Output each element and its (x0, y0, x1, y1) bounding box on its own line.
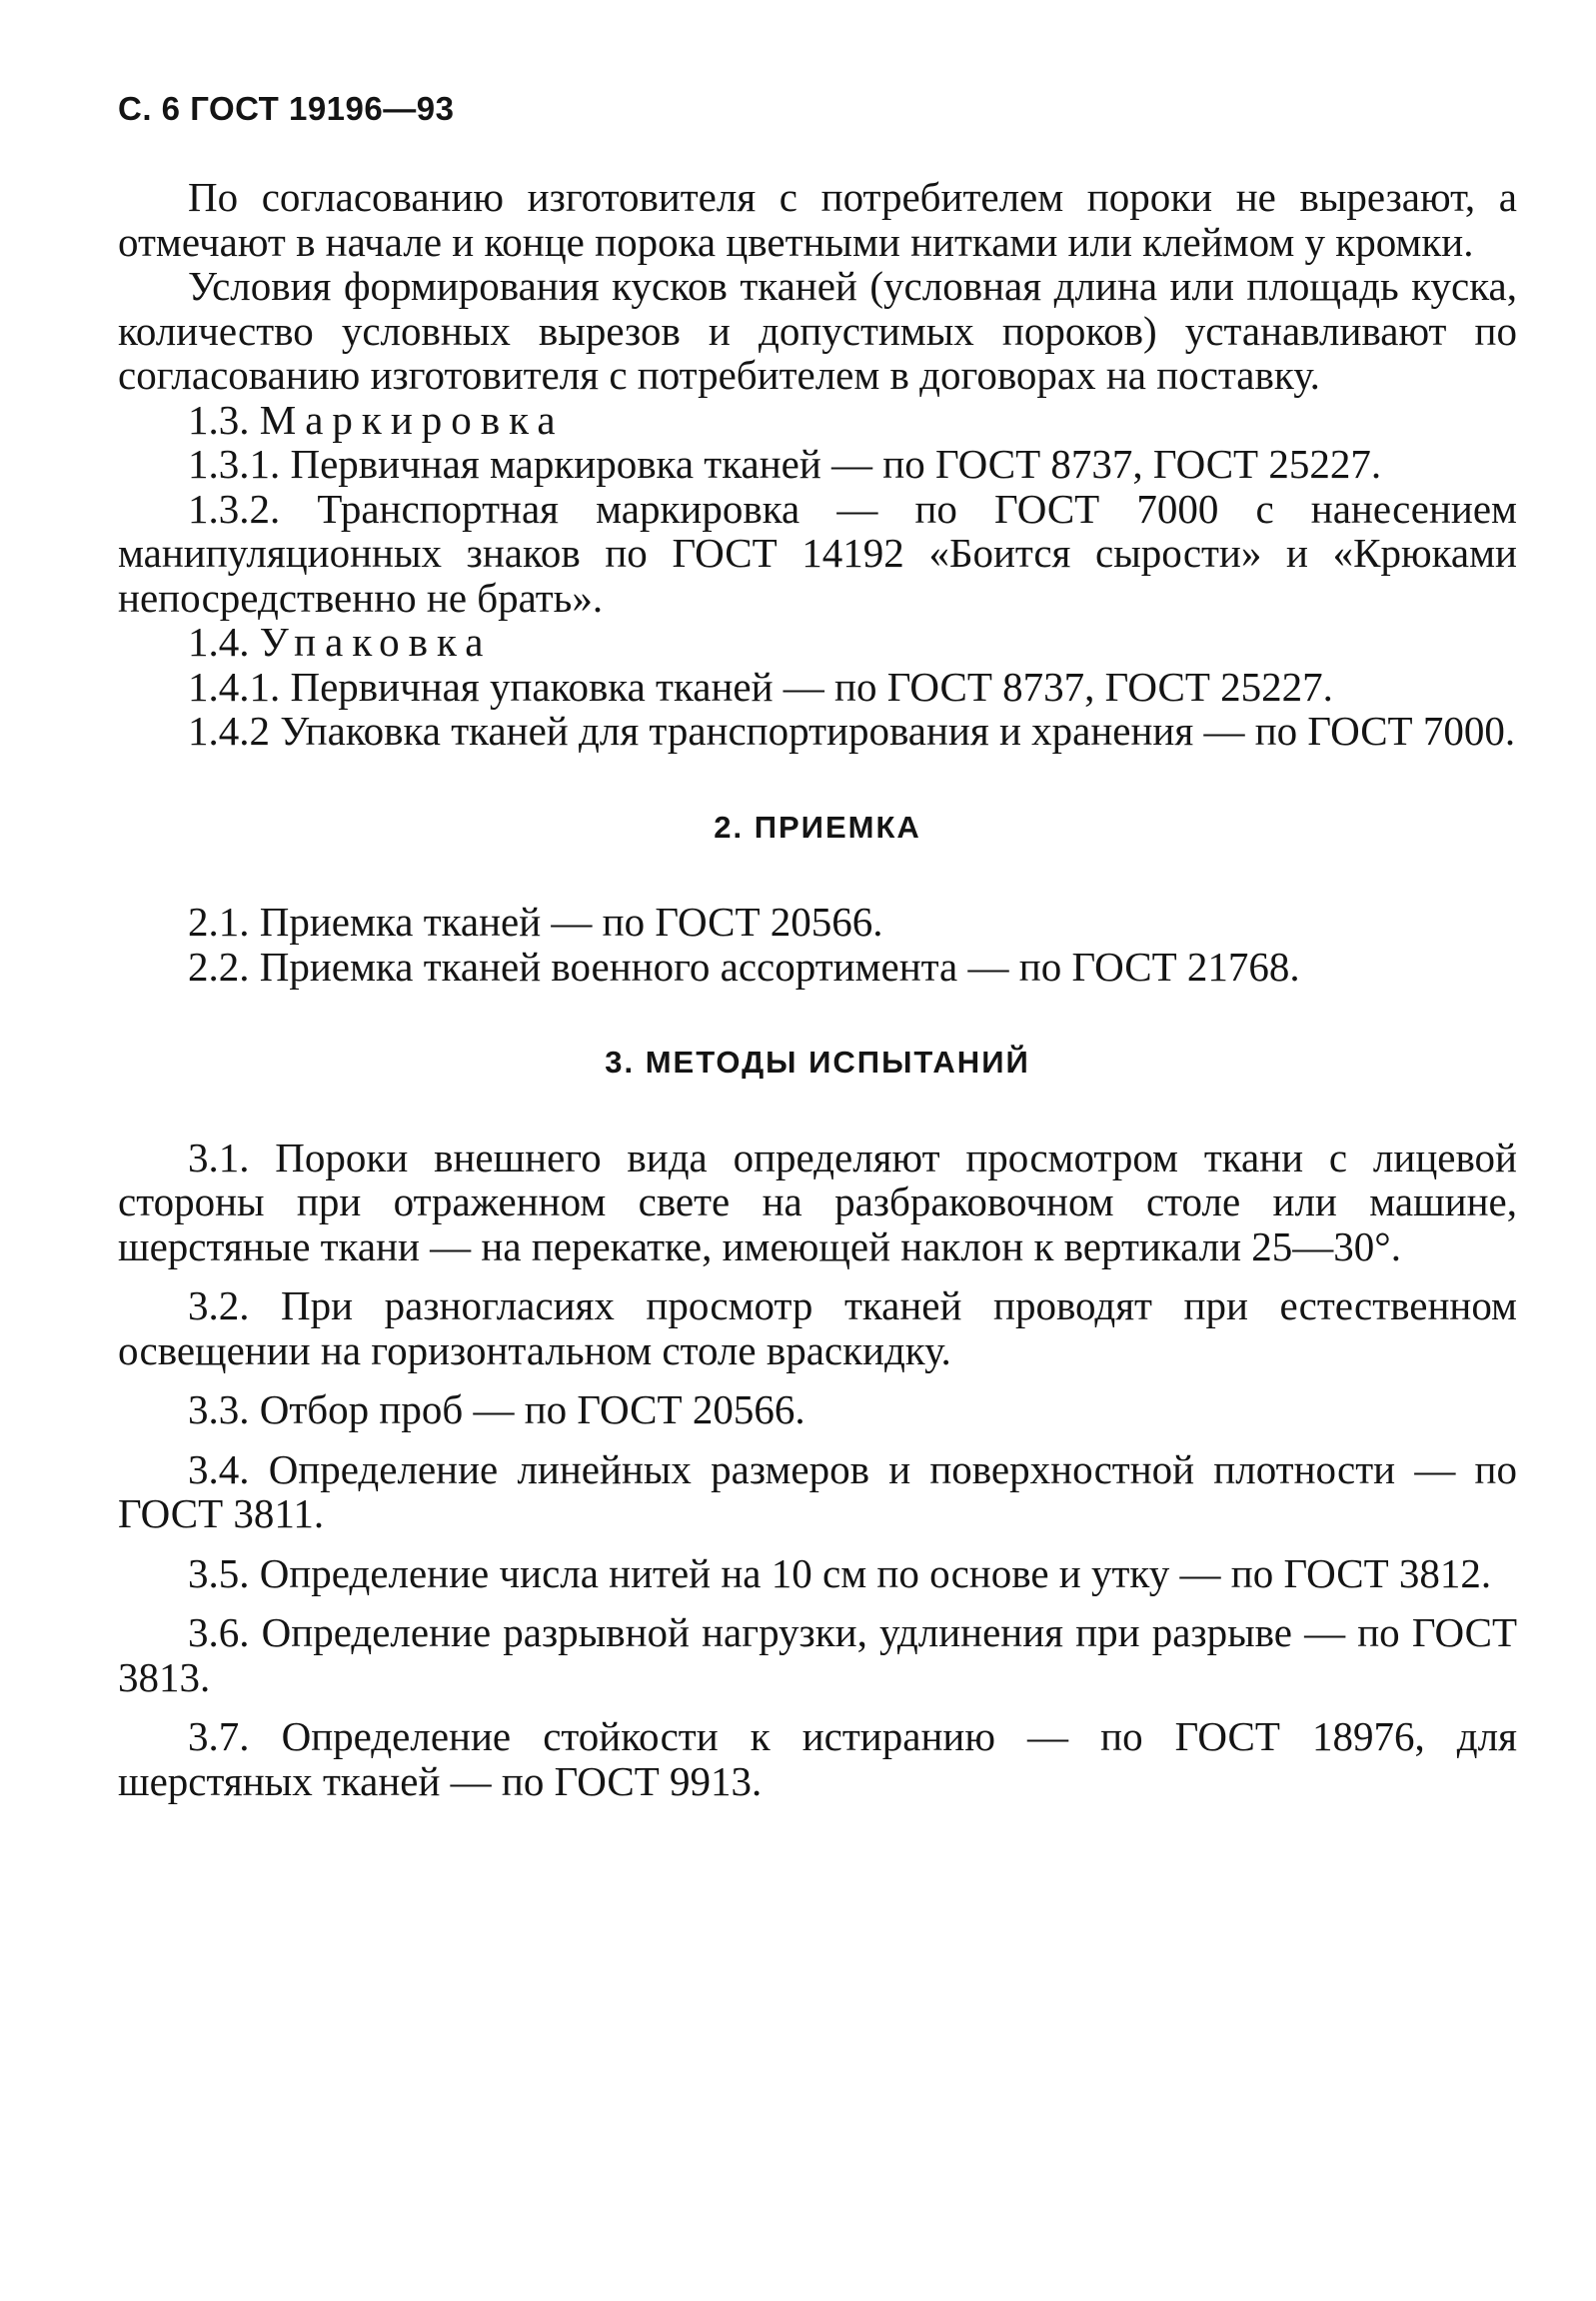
page-header: С. 6 ГОСТ 19196—93 (118, 90, 455, 127)
document-body (118, 175, 1517, 1803)
clause-1-4-1: 1.4.1. Первичная упаковка тканей — по ГОСТ 8737, ГОСТ 25227. (188, 663, 1333, 710)
clause-3-1: 3.1. Пороки внешнего вида определяют просмотром ткани с лицевой стороны при отраженном свете на разбраковочном столе или машине, шерстяные ткани — на перекатке, имеющей наклон к вертикали 25—30°. (118, 1134, 1517, 1269)
clause-2-1: 2.1. Приемка тканей — по ГОСТ 20566. (188, 899, 883, 945)
subsection-title: Маркировка (259, 396, 565, 443)
subsection-title: Упаковка (259, 619, 493, 665)
subsection-number: 1.3. (188, 396, 250, 443)
clause-3-7: 3.7. Определение стойкости к истиранию — по ГОСТ 18976, для шерстяных тканей — по ГОСТ 9913. (118, 1713, 1517, 1804)
subsection-1-4-heading (118, 620, 1517, 665)
clause-1-3-1: 1.3.1. Первичная маркировка тканей — по ГОСТ 8737, ГОСТ 25227. (188, 441, 1382, 487)
section-2-heading: 2. ПРИЕМКА (714, 809, 921, 845)
subsection-1-3-heading (118, 398, 1517, 443)
clause-3-5: 3.5. Определение числа нитей на 10 см по основе и утку — по ГОСТ 3812. (188, 1549, 1492, 1596)
clause-2-2: 2.2. Приемка тканей военного ассортимента — по ГОСТ 21768. (188, 943, 1300, 990)
clause-3-4: 3.4. Определение линейных размеров и поверхностной плотности — по ГОСТ 3811. (118, 1445, 1517, 1536)
section-3-heading: 3. МЕТОДЫ ИСПЫТАНИЙ (605, 1045, 1030, 1080)
clause-1-3-2: 1.3.2. Транспортная маркировка — по ГОСТ 7000 с нанесением манипуляционных знаков по ГОСТ 14192 «Боится сырости» и «Крюками непосредственно не брать». (118, 485, 1517, 621)
clause-3-3: 3.3. Отбор проб — по ГОСТ 20566. (188, 1386, 805, 1432)
paragraph-piece-forming: Условия формирования кусков тканей (условная длина или площадь куска, количество условных вырезов и допустимых пороков) устанавливают по согласованию изготовителя с потребителем в договорах на поставку. (118, 263, 1517, 398)
subsection-number: 1.4. (188, 619, 250, 665)
paragraph-defects-marking: По согласованию изготовителя с потребителем пороки не вырезают, а отмечают в начале и конце порока цветными нитками или клеймом у кромки. (118, 174, 1517, 265)
clause-1-4-2: 1.4.2 Упаковка тканей для транспортирования и хранения — по ГОСТ 7000. (188, 708, 1516, 754)
clause-3-2: 3.2. При разногласиях просмотр тканей проводят при естественном освещении на горизонтальном столе враскидку. (118, 1282, 1517, 1373)
clause-3-6: 3.6. Определение разрывной нагрузки, удлинения при разрыве — по ГОСТ 3813. (118, 1609, 1517, 1700)
